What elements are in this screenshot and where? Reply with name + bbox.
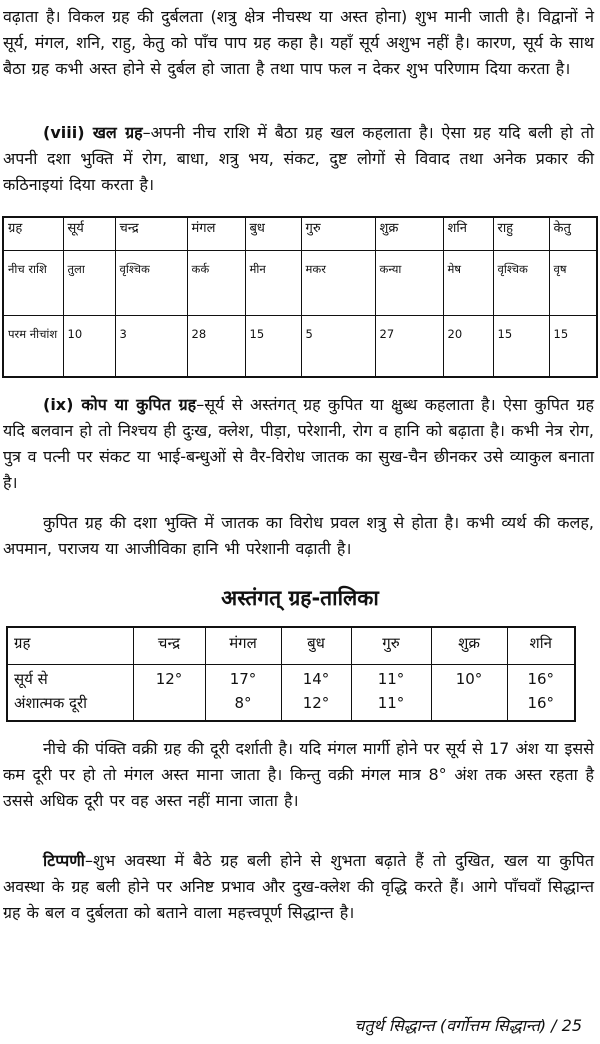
table-header-cell: चन्द्र xyxy=(133,627,205,665)
paragraph-block-2 xyxy=(0,120,600,198)
neech-rashi-table xyxy=(2,216,598,378)
paragraph-malefic-sun: वढ़ाता है। विकल ग्रह की दुर्बलता (शत्रु क्षेत्र नीचस्थ या अस्त होना) शुभ मानी जाती है। विद्वानों ने सूर्य, मंगल, शनि, राहु, केतु को पाँच पाप ग्रह कहा है। यहाँ सूर्य अशुभ नहीं है। कारण, सूर्य के साथ बैठा ग्रह कभी अस्त होने से दुर्बल हो जाता है तथा पाप फल न देकर शुभ परिणाम दिया करता है। xyxy=(3,7,594,78)
table-header-cell: मंगल xyxy=(205,627,281,665)
table-cell: परम नीचांश xyxy=(3,316,63,378)
table-cell: 10 xyxy=(63,316,115,378)
kupit-graha-heading: (ix) कोप या कुपित ग्रह xyxy=(43,395,197,414)
khal-graha-heading: (viii) खल ग्रह xyxy=(43,123,143,142)
table-cell: 11° xyxy=(351,665,431,692)
paragraph-vakri-graha: नीचे की पंक्ति वक्री ग्रह की दूरी दर्शाती है। यदि मंगल मार्गी होने पर सूर्य से 17 अंश या इससे कम दूरी पर हो तो मंगल अस्त माना जाता है। किन्तु वक्री मंगल मात्र 8° अंश तक अस्त रहता है उससे अधिक दूरी पर वह अस्त नहीं माना जाता है। xyxy=(3,739,594,810)
table-header-cell: गुरु xyxy=(351,627,431,665)
table-header-cell: सूर्य xyxy=(63,217,115,251)
paragraph-kupit-graha xyxy=(0,392,600,496)
tippani-text: –शुभ अवस्था में बैठे ग्रह बली होने से शुभता बढ़ाते हैं तो दुखित, खल या कुपित अवस्था के ग्रह बली होने पर अनिष्ट प्रभाव और दुख-क्लेश की वृद्धि करते हैं। आगे पाँचवाँ सिद्धान्त ग्रह के बल व दुर्बलता को बताने वाला महत्त्वपूर्ण सिद्धान्त है। xyxy=(3,851,594,922)
table-cell: 15 xyxy=(549,316,597,378)
kupit-graha-text: –सूर्य से अस्तंगत् ग्रह कुपित या क्षुब्ध कहलाता है। ऐसा कुपित ग्रह यदि बलवान हो तो निश्चय ही दुःख, क्लेश, पीड़ा, परेशानी, रोग व हानि को बढ़ाता है। कभी नेत्र रोग, पुत्र व पत्नी पर संकट या भाई-बन्धुओं से वैर-विरोध जातक का सुख-चैन छीनकर उसे व्याकुल बनाता है। xyxy=(3,395,594,492)
ast-graha-table xyxy=(6,626,576,722)
table-row xyxy=(7,691,575,721)
table-header-cell: मंगल xyxy=(187,217,245,251)
paragraph-block-3 xyxy=(0,392,600,496)
table-cell xyxy=(431,691,507,721)
table-cell: 16° xyxy=(507,691,575,721)
paragraph-block-1 xyxy=(0,4,600,82)
table-cell: 15 xyxy=(493,316,549,378)
table-cell: 17° xyxy=(205,665,281,692)
table-header-row xyxy=(7,627,575,665)
paragraph-khal-graha xyxy=(0,120,600,198)
table-header-cell: गुरु xyxy=(301,217,375,251)
paragraph-kupit-dasha: कुपित ग्रह की दशा भुक्ति में जातक का विरोध प्रवल शत्रु से होता है। कभी व्यर्थ की कलह, अपमान, पराजय या आजीविका हानि भी परेशानी वढ़ाती है। xyxy=(3,513,594,558)
tippani-heading: टिप्पणी xyxy=(43,851,85,870)
table-cell: वृष xyxy=(549,251,597,316)
table-cell: मकर xyxy=(301,251,375,316)
page-footer: चतुर्थ सिद्धान्त (वर्गोत्तम सिद्धान्त) / 25 xyxy=(354,1016,582,1035)
table-cell: 15 xyxy=(245,316,301,378)
table-cell: 11° xyxy=(351,691,431,721)
table-cell: मीन xyxy=(245,251,301,316)
table-cell: 27 xyxy=(375,316,443,378)
table-cell xyxy=(133,691,205,721)
table-cell: 28 xyxy=(187,316,245,378)
table-cell: वृश्चिक xyxy=(493,251,549,316)
table-header-cell: राहु xyxy=(493,217,549,251)
table-header-row xyxy=(3,217,597,251)
table-header-cell: ग्रह xyxy=(3,217,63,251)
table-cell: 8° xyxy=(205,691,281,721)
table-row xyxy=(3,251,597,316)
table-header-cell: शनि xyxy=(507,627,575,665)
table-header-cell: शुक्र xyxy=(375,217,443,251)
table-cell: 14° xyxy=(281,665,351,692)
table-header-cell: शुक्र xyxy=(431,627,507,665)
table-cell: 5 xyxy=(301,316,375,378)
table-header-cell: बुध xyxy=(281,627,351,665)
ast-table-heading: अस्तंगत् ग्रह-तालिका xyxy=(221,586,379,610)
table-cell: वृश्चिक xyxy=(115,251,187,316)
table-cell: अंशात्मक दूरी xyxy=(7,691,133,721)
paragraph-block-6 xyxy=(0,848,600,926)
table-cell: सूर्य से xyxy=(7,665,133,692)
table-cell: 12° xyxy=(281,691,351,721)
table-header-cell: केतु xyxy=(549,217,597,251)
table-header-cell: बुध xyxy=(245,217,301,251)
table-header-cell: ग्रह xyxy=(7,627,133,665)
table-cell: 16° xyxy=(507,665,575,692)
table-header-cell: शनि xyxy=(443,217,493,251)
table-cell: 3 xyxy=(115,316,187,378)
table-cell: मेष xyxy=(443,251,493,316)
table-cell: कन्या xyxy=(375,251,443,316)
table-row xyxy=(7,665,575,692)
table-cell: नीच राशि xyxy=(3,251,63,316)
table-header-cell: चन्द्र xyxy=(115,217,187,251)
table-cell: 12° xyxy=(133,665,205,692)
table-cell: 20 xyxy=(443,316,493,378)
paragraph-tippani xyxy=(0,848,600,926)
table-row xyxy=(3,316,597,378)
paragraph-block-5 xyxy=(0,736,600,814)
table-cell: 10° xyxy=(431,665,507,692)
table-cell: कर्क xyxy=(187,251,245,316)
khal-graha-text: –अपनी नीच राशि में बैठा ग्रह खल कहलाता है। ऐसा ग्रह यदि बली हो तो अपनी दशा भुक्ति में रोग, बाधा, शत्रु भय, संकट, दुष्ट लोगों से विवाद तथा अनेक प्रकार की कठिनाइयां दिया करता है। xyxy=(3,123,594,194)
paragraph-block-4 xyxy=(0,510,600,562)
table-cell: तुला xyxy=(63,251,115,316)
